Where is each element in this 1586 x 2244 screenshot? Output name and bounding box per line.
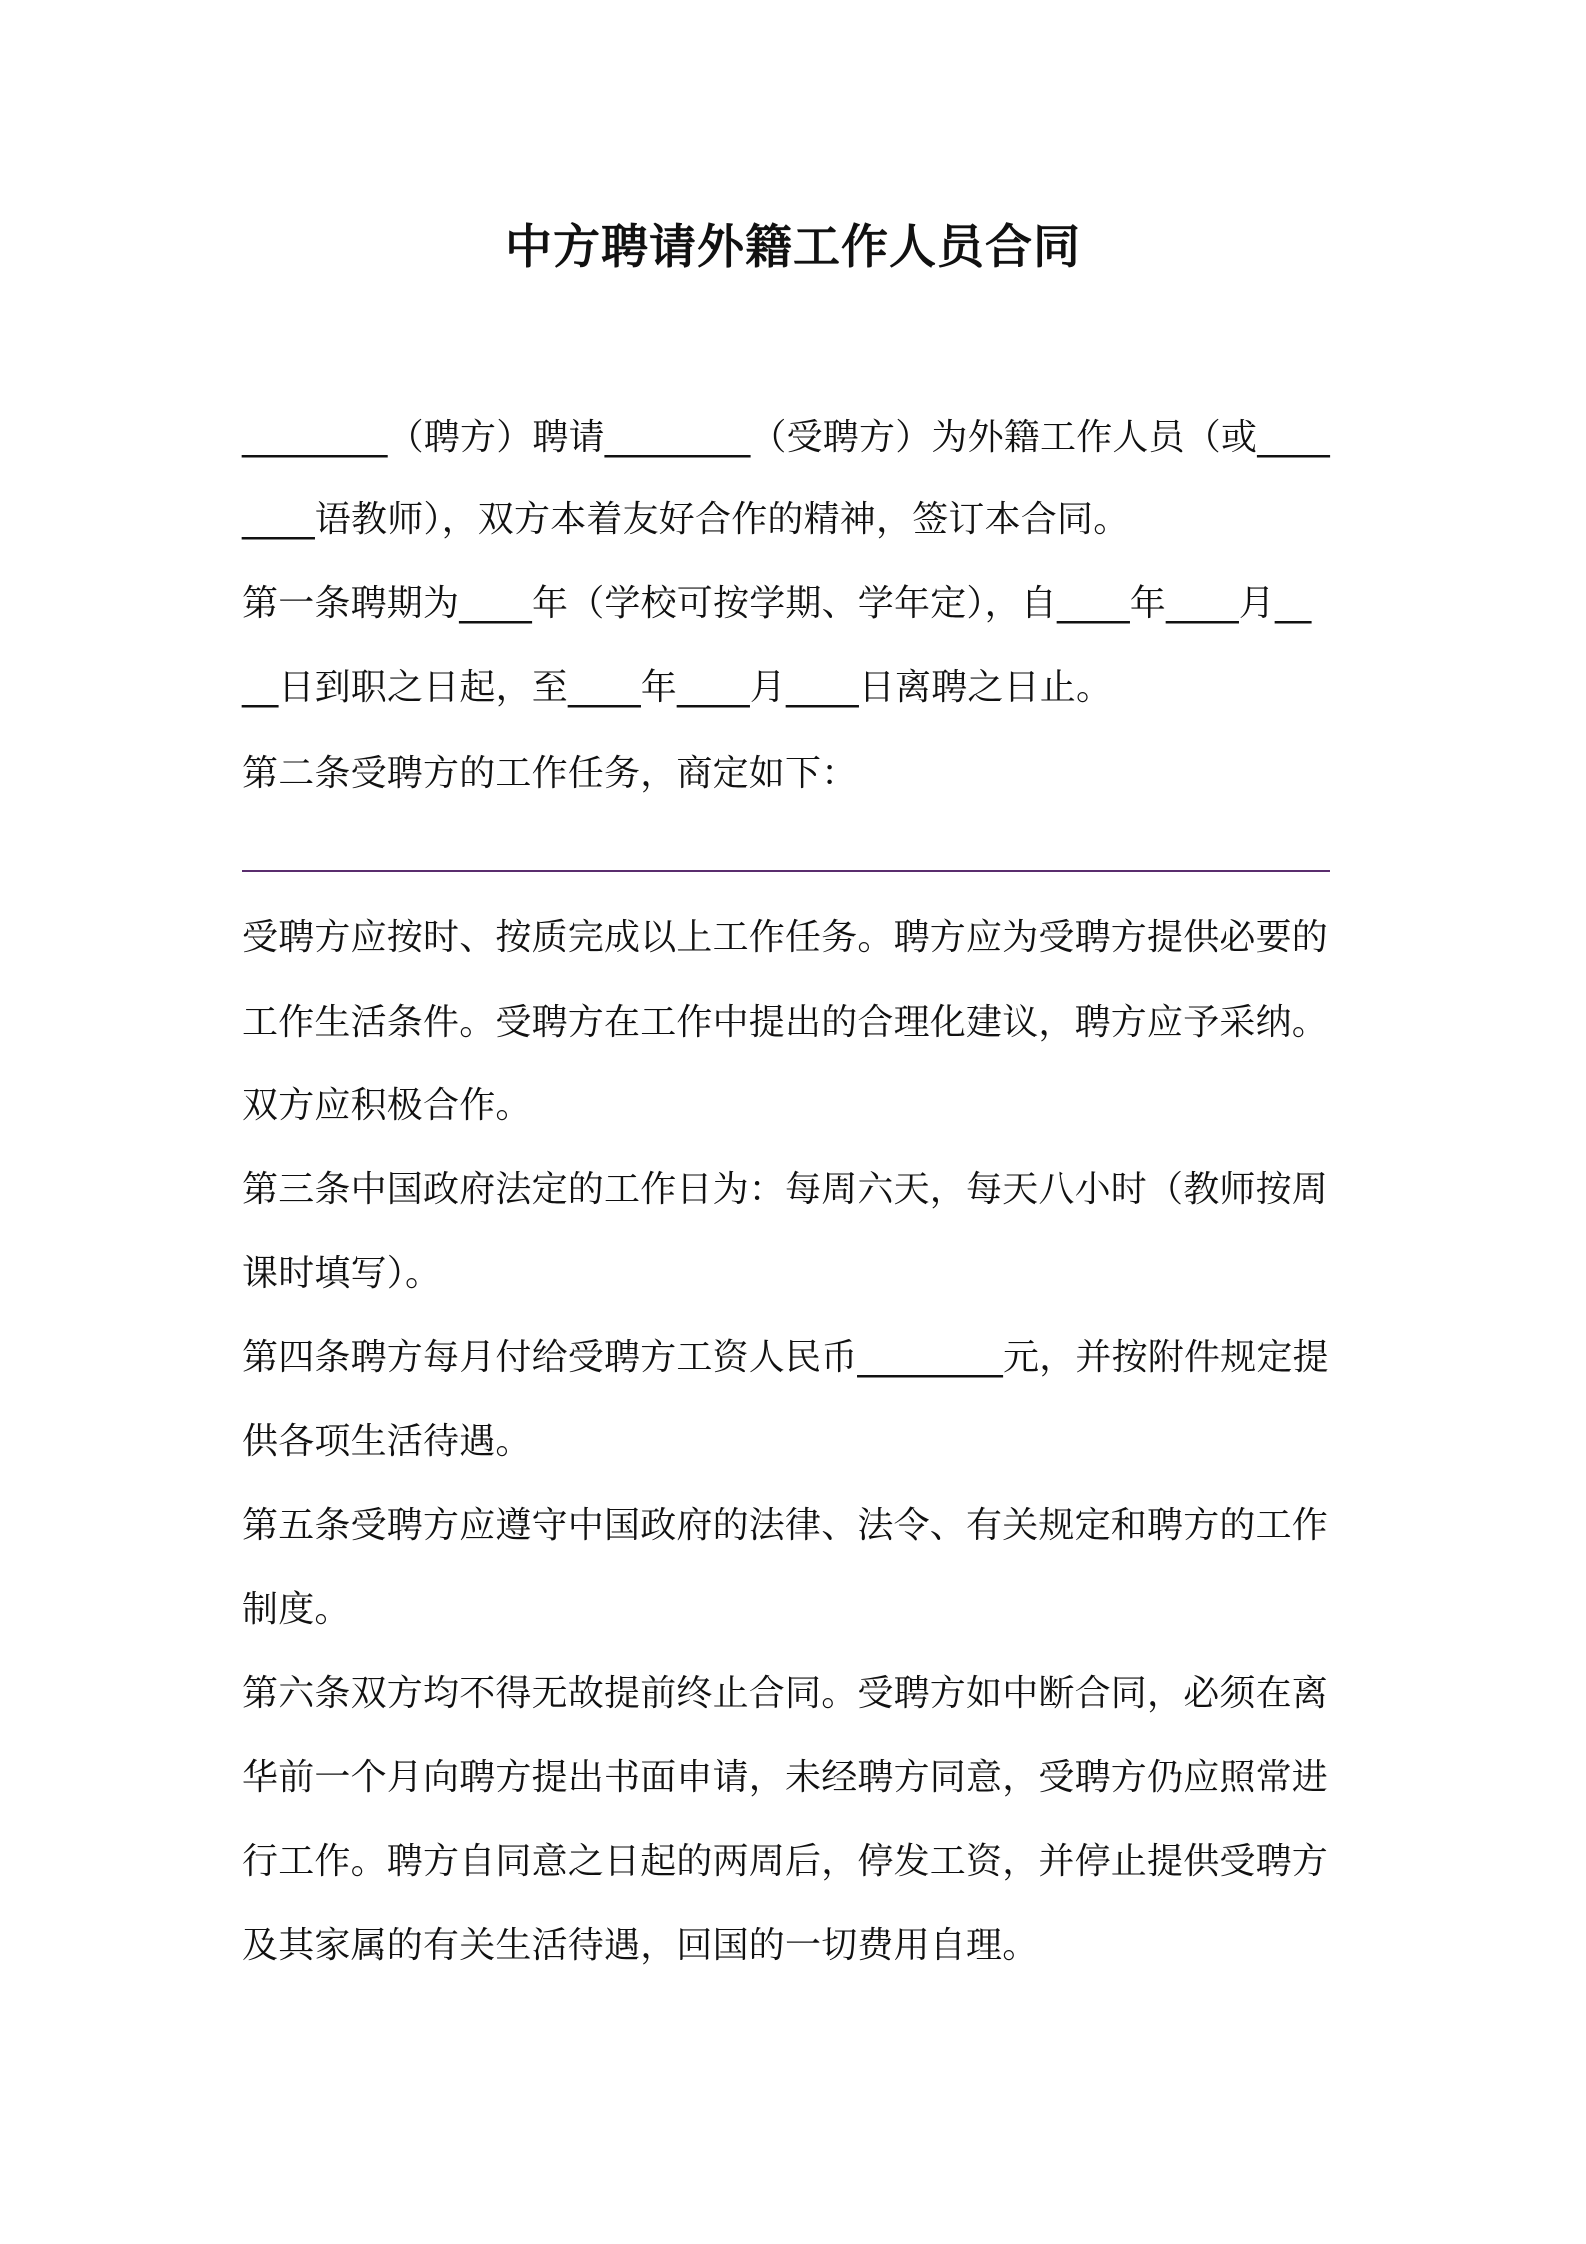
article-2-line: 受聘方应按时、按质完成以上工作任务。聘方应为受聘方提供必要的 [242,917,1329,958]
article-1-line: __日到职之日起，至____年____月____日离聘之日止。 [242,667,1113,708]
article-2-line: 工作生活条件。受聘方在工作中提出的合理化建议，聘方应予采纳。 [242,1002,1329,1043]
document-title: 中方聘请外籍工作人员合同 [505,220,1081,275]
article-6-line: 行工作。聘方自同意之日起的两周后，停发工资，并停止提供受聘方 [242,1841,1329,1882]
article-1-line: 第一条聘期为____年（学校可按学期、学年定），自____年____月__ [242,583,1312,624]
article-4-line: 供各项生活待遇。 [242,1421,532,1462]
article-6-line: 及其家属的有关生活待遇，回国的一切费用自理。 [242,1925,1039,1966]
article-6-line: 华前一个月向聘方提出书面申请，未经聘方同意，受聘方仍应照常进 [242,1757,1329,1798]
article-5-line: 制度。 [242,1589,351,1630]
article-5-line: 第五条受聘方应遵守中国政府的法律、法令、有关规定和聘方的工作 [242,1505,1329,1546]
fill-in-blank-line [242,870,1330,872]
paragraph-line: ________（聘方）聘请________（受聘方）为外籍工作人员（或____ [242,417,1331,458]
article-3-line: 第三条中国政府法定的工作日为：每周六天，每天八小时（教师按周 [242,1169,1329,1210]
article-6-line: 第六条双方均不得无故提前终止合同。受聘方如中断合同，必须在离 [242,1673,1329,1714]
article-4-line: 第四条聘方每月付给受聘方工资人民币________元，并按附件规定提 [242,1337,1329,1378]
article-2-heading: 第二条受聘方的工作任务，商定如下： [242,753,858,794]
article-2-line: 双方应积极合作。 [242,1085,532,1126]
article-3-line: 课时填写）。 [242,1253,442,1294]
paragraph-line: ____语教师），双方本着友好合作的精神，签订本合同。 [242,499,1130,540]
